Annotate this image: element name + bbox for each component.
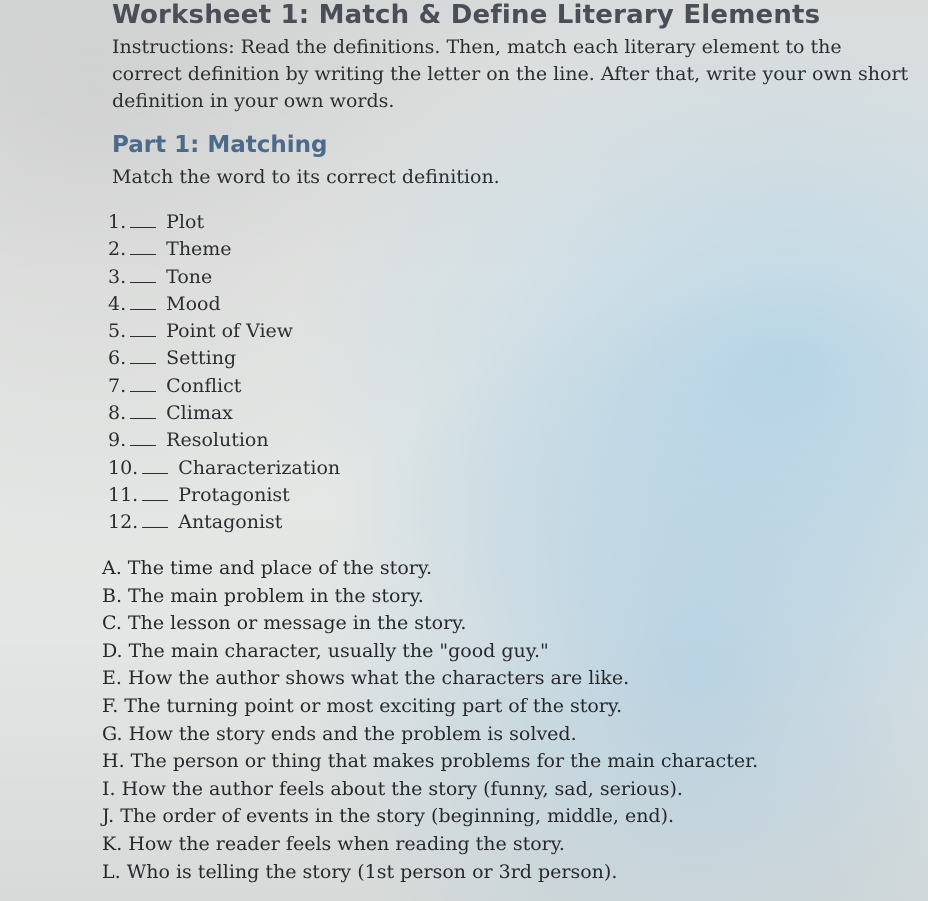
definition-j: J. The order of events in the story (beginning, middle, end). [102,805,675,828]
item-number: 11. [108,483,139,506]
matching-item-11 [108,482,340,509]
item-number: 4. [108,292,127,315]
answer-blank[interactable] [130,236,156,255]
matching-item-2 [108,236,340,263]
item-number: 1. [108,211,127,233]
item-term: Setting [166,347,237,370]
matching-terms-list [108,209,340,537]
answer-blank[interactable] [142,482,168,501]
matching-item-7 [108,373,340,400]
item-number: 12. [108,511,139,534]
item-term: Antagonist [178,511,283,534]
item-term: Tone [166,265,213,288]
worksheet-title: Worksheet 1: Match & Define Literary Elements [112,0,821,30]
answer-blank[interactable] [130,427,156,446]
answer-blank[interactable] [130,345,156,364]
matching-item-3 [108,264,340,291]
item-number: 9. [108,429,127,452]
item-term: Characterization [178,456,341,479]
definition-k: K. How the reader feels when reading the story. [102,832,565,855]
definition-l: L. Who is telling the story (1st person or 3rd person). [102,860,618,883]
part-1-heading: Part 1: Matching [112,132,328,158]
item-term: Protagonist [178,483,290,506]
item-term: Resolution [166,429,269,452]
answer-blank[interactable] [142,509,168,528]
item-number: 2. [108,238,127,261]
item-number: 5. [108,320,127,343]
item-term: Mood [166,292,221,315]
part-1-subtitle: Match the word to its correct definition. [112,166,500,188]
matching-item-5 [108,318,340,345]
matching-item-6 [108,345,340,372]
item-number: 10. [108,456,139,479]
definition-d: D. The main character, usually the "good guy." [102,639,549,662]
item-term: Point of View [166,320,294,343]
answer-blank[interactable] [130,264,156,283]
answer-blank[interactable] [130,209,156,228]
matching-item-9 [108,427,340,454]
matching-item-1 [108,209,340,236]
definition-c: C. The lesson or message in the story. [102,612,467,635]
matching-item-8 [108,400,340,427]
item-number: 6. [108,347,127,370]
item-term: Conflict [166,374,242,397]
definition-g: G. How the story ends and the problem is solved. [102,722,577,745]
matching-item-12 [108,509,340,536]
answer-blank[interactable] [130,291,156,310]
definition-h: H. The person or thing that makes problems for the main character. [102,750,759,773]
answer-blank[interactable] [130,373,156,392]
instructions-text: Instructions: Read the definitions. Then, match each literary element to the correct definition by writing the letter on the line. After that, write your own short definition in your own words. [112,36,909,112]
answer-blank[interactable] [142,455,168,474]
item-term: Climax [166,402,233,425]
item-number: 7. [108,374,127,397]
definition-a: A. The time and place of the story. [102,557,433,579]
definitions-list [102,555,758,886]
answer-blank[interactable] [130,318,156,337]
definition-b: B. The main problem in the story. [102,584,424,607]
item-term: Theme [166,238,232,261]
item-number: 8. [108,402,127,425]
matching-item-4 [108,291,340,318]
answer-blank[interactable] [130,400,156,419]
matching-item-10 [108,455,340,482]
definition-e: E. How the author shows what the characters are like. [102,667,630,690]
item-number: 3. [108,265,127,288]
definition-f: F. The turning point or most exciting part of the story. [102,694,623,717]
item-term: Plot [166,211,205,233]
definition-i: I. How the author feels about the story (funny, sad, serious). [102,777,683,800]
